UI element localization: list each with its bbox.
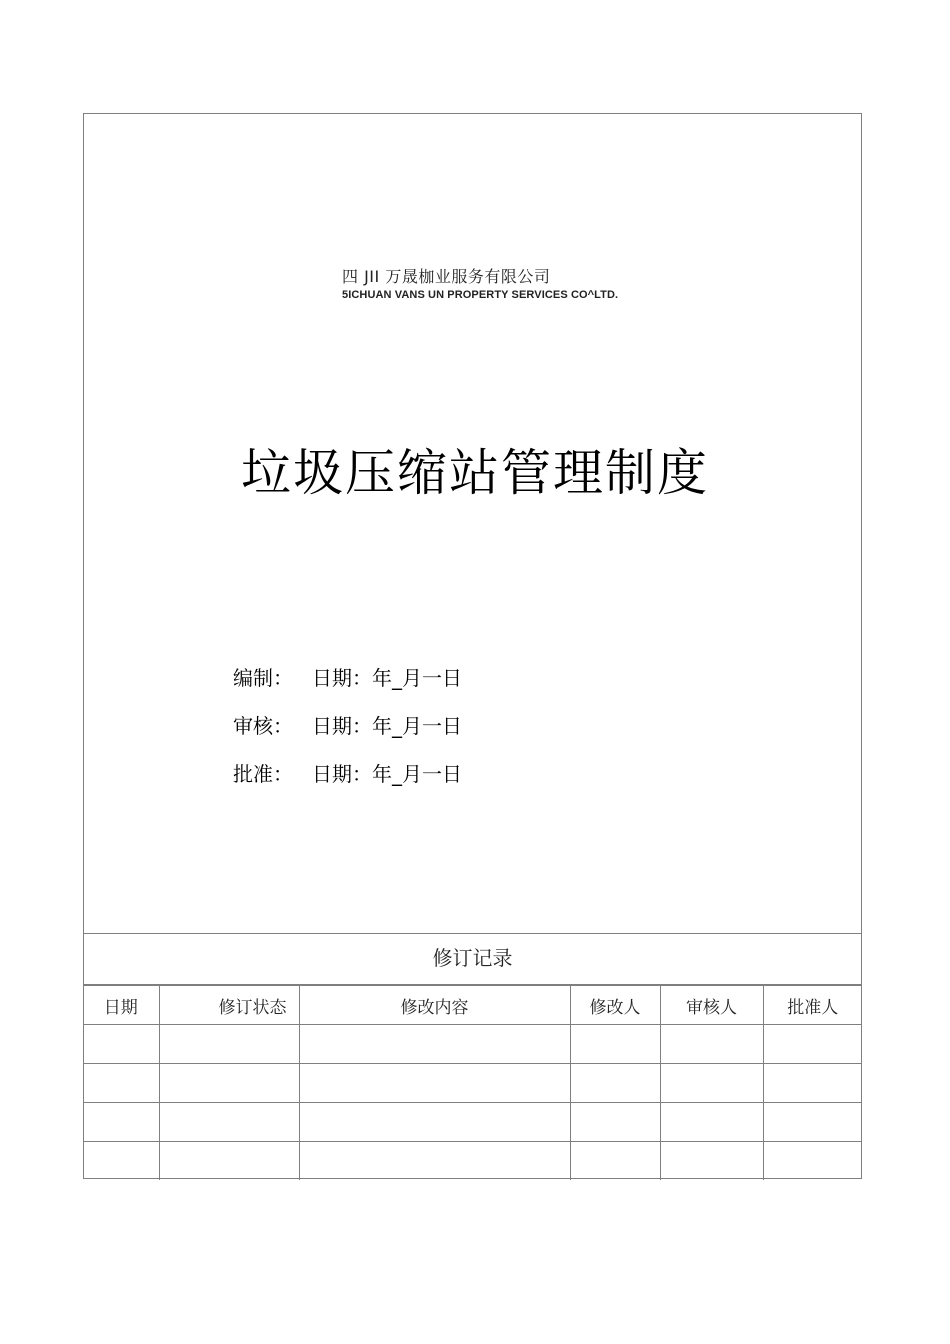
table-cell [83, 1064, 159, 1103]
signoff-label: 批准： [233, 762, 293, 786]
table-row [83, 1103, 862, 1142]
signoff-label: 审核： [233, 714, 293, 738]
table-cell [570, 1142, 660, 1181]
column-header-approver: 批准人 [763, 986, 862, 1025]
table-cell [763, 1103, 862, 1142]
table-cell [83, 1142, 159, 1181]
table-cell [159, 1025, 299, 1064]
table-row [83, 1142, 862, 1181]
table-cell [763, 1142, 862, 1181]
table-cell [660, 1103, 763, 1142]
table-cell [570, 1103, 660, 1142]
table-cell [570, 1025, 660, 1064]
table-cell [83, 1025, 159, 1064]
table-cell [660, 1064, 763, 1103]
revision-record [83, 933, 862, 1179]
revision-table [83, 985, 862, 1180]
table-cell [83, 1103, 159, 1142]
signoff-row-prepared [233, 662, 462, 710]
column-header-content: 修改内容 [299, 986, 570, 1025]
signoff-row-approved [233, 758, 462, 806]
table-cell [763, 1064, 862, 1103]
signoff-row-reviewed [233, 710, 462, 758]
signoff-label: 编制： [233, 666, 293, 690]
table-cell [660, 1142, 763, 1181]
table-cell [299, 1025, 570, 1064]
table-row [83, 1064, 862, 1103]
column-header-date: 日期 [83, 986, 159, 1025]
table-cell [570, 1064, 660, 1103]
signoff-block [233, 662, 462, 806]
table-cell [763, 1025, 862, 1064]
column-header-status: 修订状态 [159, 986, 299, 1025]
company-name-cn: 四 JII 万晟枷业服务有限公司 [342, 267, 551, 286]
signoff-date: 日期：年_月一日 [312, 666, 462, 690]
column-header-reviewer: 审核人 [660, 986, 763, 1025]
document-title: 垃圾压缩站管理制度 [241, 444, 709, 502]
table-row [83, 1025, 862, 1064]
table-cell [159, 1064, 299, 1103]
table-cell [299, 1103, 570, 1142]
signoff-date: 日期：年_月一日 [312, 714, 462, 738]
company-name-en: 5ICHUAN VANS UN PROPERTY SERVICES CO^LTD. [342, 289, 619, 301]
table-cell [159, 1103, 299, 1142]
table-cell [159, 1142, 299, 1181]
signoff-date: 日期：年_月一日 [312, 762, 462, 786]
table-cell [299, 1064, 570, 1103]
revision-header-row [83, 986, 862, 1025]
revision-record-title: 修订记录 [83, 934, 862, 985]
column-header-modifier: 修改人 [570, 986, 660, 1025]
table-cell [660, 1025, 763, 1064]
table-cell [299, 1142, 570, 1181]
company-header [342, 266, 618, 302]
